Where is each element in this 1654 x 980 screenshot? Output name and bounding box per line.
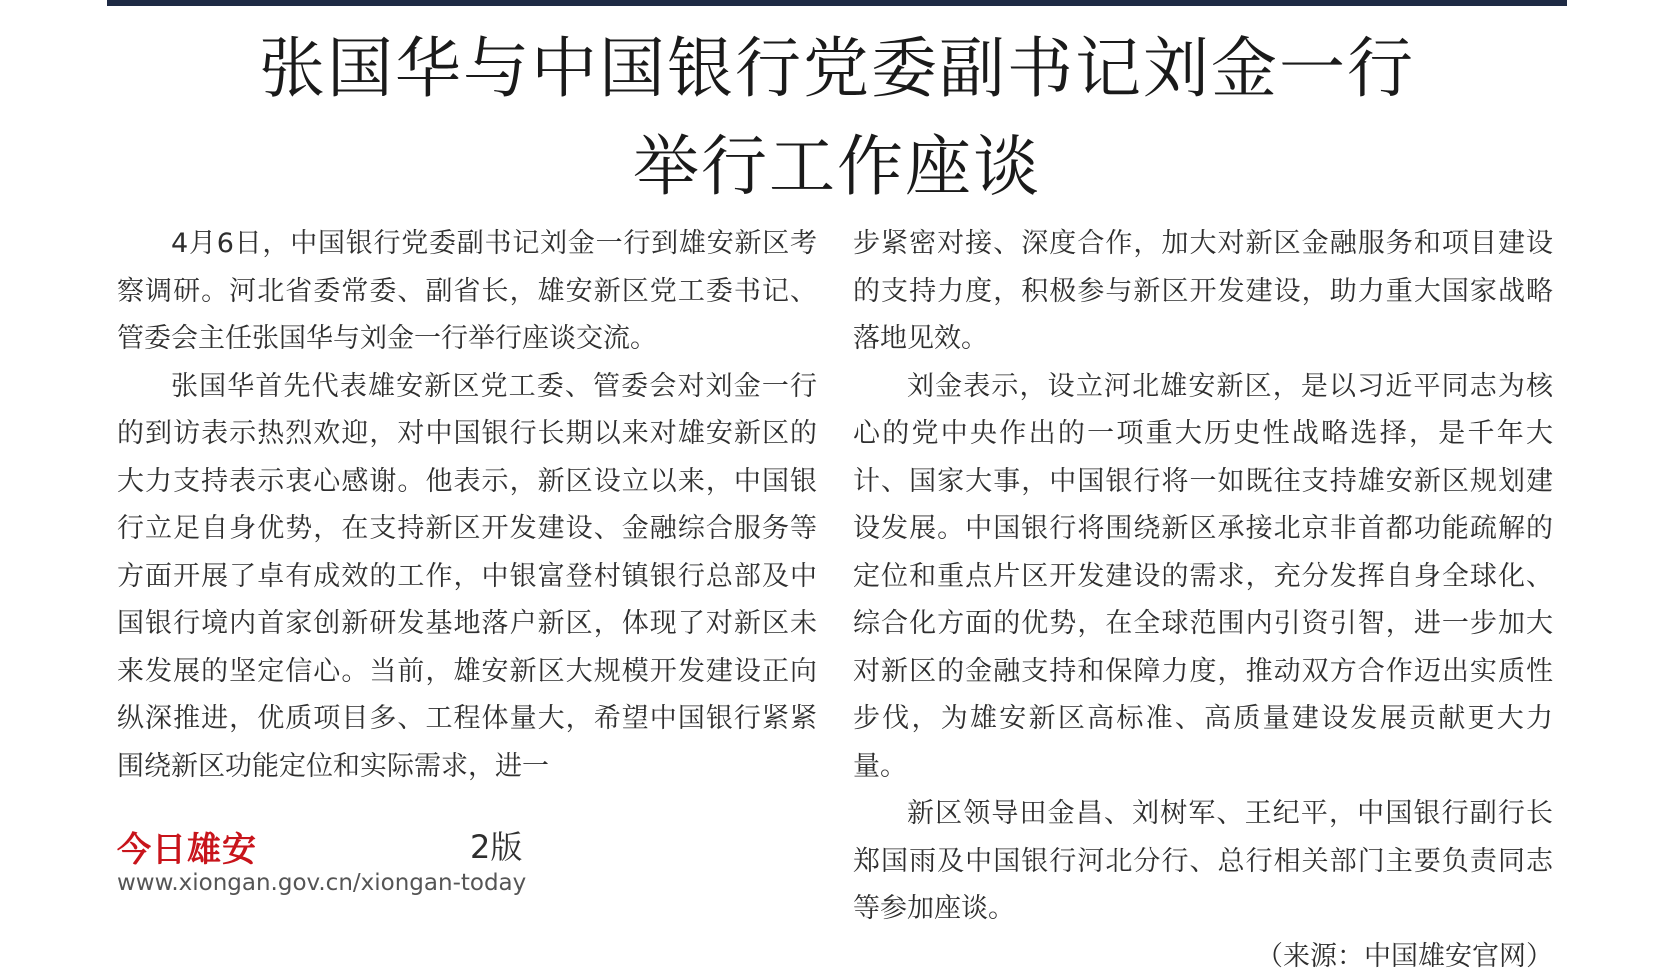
paragraph: 张国华首先代表雄安新区党工委、管委会对刘金一行的到访表示热烈欢迎，对中国银行长期以来对雄安新区的大力支持表示衷心感谢。他表示，新区设立以来，中国银行立足自身优势，在支持新区开发建设、金融综合服务等方面开展了卓有成效的工作，中银富登村镇银行总部及中国银行境内首家创新研发基地落户新区，体现了对新区未来发展的坚定信心。当前，雄安新区大规模开发建设正向纵深推进，优质项目多、工程体量大，希望中国银行紧紧围绕新区功能定位和实际需求，进一 [117, 363, 817, 791]
paragraph-continued: 步紧密对接、深度合作，加大对新区金融服务和项目建设的支持力度，积极参与新区开发建设，助力重大国家战略落地见效。 [853, 220, 1553, 363]
paragraph: 4月6日，中国银行党委副书记刘金一行到雄安新区考察调研。河北省委常委、副省长，雄安新区党工委书记、管委会主任张国华与刘金一行举行座谈交流。 [117, 220, 817, 363]
article-column-left [117, 220, 817, 790]
article-headline [107, 20, 1567, 216]
paragraph: 刘金表示，设立河北雄安新区，是以习近平同志为核心的党中央作出的一项重大历史性战略选择，是千年大计、国家大事，中国银行将一如既往支持雄安新区规划建设发展。中国银行将围绕新区承接北京非首都功能疏解的定位和重点片区开发建设的需求，充分发挥自身全球化、综合化方面的优势，在全球范围内引资引智，进一步加大对新区的金融支持和保障力度，推动双方合作迈出实质性步伐，为雄安新区高标准、高质量建设发展贡献更大力量。 [853, 363, 1553, 791]
article-source: （来源：中国雄安官网） [853, 933, 1553, 980]
top-rule [107, 0, 1567, 6]
article-column-right [853, 220, 1553, 980]
headline-line-2: 举行工作座谈 [107, 118, 1567, 216]
headline-line-1: 张国华与中国银行党委副书记刘金一行 [107, 20, 1567, 118]
masthead-logo: 今日雄安 [117, 822, 257, 871]
site-url: www.xiongan.gov.cn/xiongan-today [117, 870, 526, 896]
paragraph: 新区领导田金昌、刘树军、王纪平，中国银行副行长郑国雨及中国银行河北分行、总行相关部门主要负责同志等参加座谈。 [853, 790, 1553, 933]
edition-label: 2版 [470, 822, 522, 868]
